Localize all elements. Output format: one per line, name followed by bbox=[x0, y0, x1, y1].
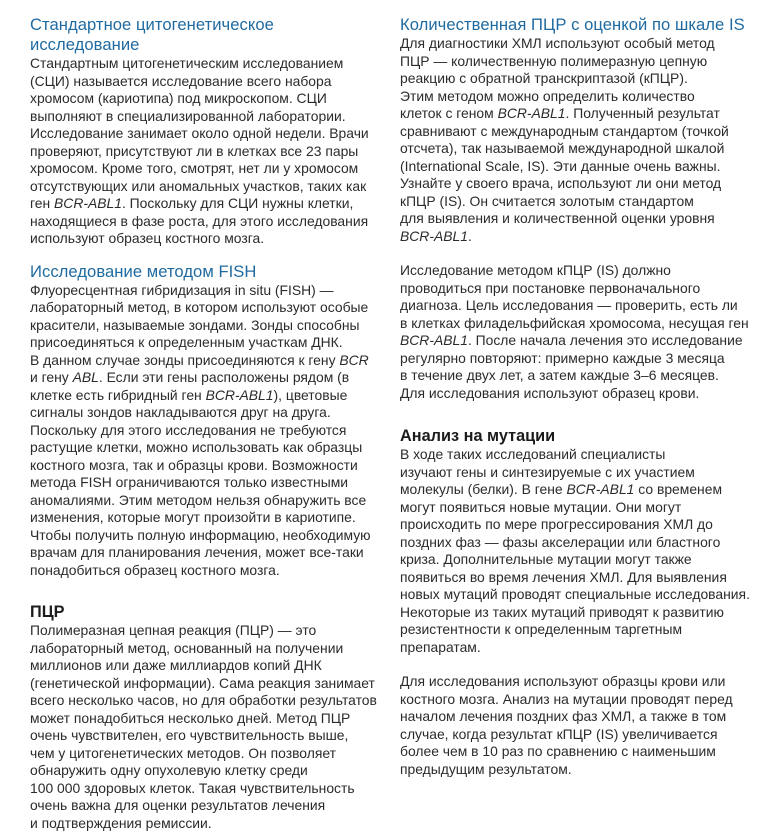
text-line: находящиеся в фазе роста, для этого исследования bbox=[30, 213, 380, 231]
text-line: метода FISH ограничиваются только известными bbox=[30, 474, 380, 492]
heading-cytogenetic: Стандартное цитогенетическое исследование bbox=[30, 15, 380, 55]
text-line: 100 000 здоровых клеток. Такая чувствительность bbox=[30, 780, 380, 798]
text-line: Для исследования используют образец крови. bbox=[400, 385, 755, 403]
text-line bbox=[30, 195, 380, 213]
text-fragment: . bbox=[468, 228, 472, 244]
text-line: началом лечения поздних фаз ХМЛ, а также в том bbox=[400, 708, 755, 726]
section-fish-body bbox=[30, 282, 380, 580]
heading-fish: Исследование методом FISH bbox=[30, 262, 380, 282]
text-line: сигналы зондов накладываются друг на друга. bbox=[30, 404, 380, 422]
text-line: хромосом (кариотипа) под микроскопом. СЦИ bbox=[30, 90, 380, 108]
text-line: Флуоресцентная гибридизация in situ (FISH) — bbox=[30, 282, 380, 300]
text-line: растущие клетки, можно использовать как образцы bbox=[30, 439, 380, 457]
text-line bbox=[400, 228, 755, 246]
text-line: врачам для планирования лечения, может все-таки bbox=[30, 544, 380, 562]
text-line: лабораторный метод, в котором используют особые bbox=[30, 299, 380, 317]
text-line: Узнайте у своего врача, используют ли они метод bbox=[400, 175, 755, 193]
section-pcr-body bbox=[30, 622, 380, 832]
text-line: Некоторые из таких мутаций приводят к развитию bbox=[400, 604, 755, 622]
text-line: костного мозга. Анализ на мутации проводят перед bbox=[400, 691, 755, 709]
text-fragment: . После начала лечения это исследование bbox=[468, 332, 743, 348]
text-line: (International Scale, IS). Эти данные очень важны. bbox=[400, 158, 755, 176]
text-line bbox=[400, 105, 755, 123]
text-line: изменения, которые могут произойти в кариотипе. bbox=[30, 509, 380, 527]
text-fragment: со временем bbox=[634, 481, 722, 497]
text-line: Поскольку для этого исследования не требуются bbox=[30, 422, 380, 440]
text-line: отсчета), так называемой международной шкалой bbox=[400, 140, 755, 158]
text-line: чем у цитогенетических методов. Он позволяет bbox=[30, 745, 380, 763]
text-line: более чем в 10 раз по сравнению с наименьшим bbox=[400, 743, 755, 761]
text-line: резистентности к определенным таргетным bbox=[400, 621, 755, 639]
section-mutation-body-2 bbox=[400, 673, 755, 778]
text-line: всего несколько часов, но для обработки результатов bbox=[30, 692, 380, 710]
heading-mutation: Анализ на мутации bbox=[400, 426, 755, 446]
text-line: выполняют в специализированной лаборатории. bbox=[30, 108, 380, 126]
text-line: в клетках филадельфийская хромосома, несущая ген bbox=[400, 315, 755, 333]
text-line: могут появиться новые мутации. Они могут bbox=[400, 499, 755, 517]
text-line: препаратам. bbox=[400, 639, 755, 657]
text-line: может понадобиться несколько дней. Метод ПЦР bbox=[30, 710, 380, 728]
text-line: красители, называемые зондами. Зонды способны bbox=[30, 317, 380, 335]
text-line: криза. Дополнительные мутации могут также bbox=[400, 551, 755, 569]
text-line: случае, когда результат кПЦР (IS) увеличивается bbox=[400, 726, 755, 744]
text-line: костного мозга, так и образцы крови. Возможности bbox=[30, 457, 380, 475]
left-column bbox=[30, 15, 380, 832]
text-fragment: ген bbox=[30, 195, 54, 211]
gene-name: BCR-ABL1 bbox=[566, 481, 634, 497]
text-line: Чтобы получить полную информацию, необходимую bbox=[30, 527, 380, 545]
text-line: регулярно повторяют: примерно каждые 3 месяца bbox=[400, 350, 755, 368]
text-line: (генетической информации). Сама реакция занимает bbox=[30, 675, 380, 693]
section-mutation-body bbox=[400, 446, 755, 656]
text-line: сравнивают с международным стандартом (точкой bbox=[400, 123, 755, 141]
text-fragment: В данном случае зонды присоединяются к гену bbox=[30, 352, 339, 368]
text-line: Для диагностики ХМЛ используют особый метод bbox=[400, 35, 755, 53]
section-qpcr-body bbox=[400, 35, 755, 245]
text-line: понадобиться образец костного мозга. bbox=[30, 562, 380, 580]
text-line: В ходе таких исследований специалисты bbox=[400, 446, 755, 464]
heading-qpcr: Количественная ПЦР с оценкой по шкале IS bbox=[400, 15, 755, 35]
text-line: происходить по мере прогрессирования ХМЛ до bbox=[400, 516, 755, 534]
text-line: в течение двух лет, а затем каждые 3–6 месяцев. bbox=[400, 367, 755, 385]
text-fragment: ), цветовые bbox=[274, 387, 348, 403]
text-fragment: клеток с геном bbox=[400, 105, 498, 121]
text-fragment: молекулы (белки). В гене bbox=[400, 481, 566, 497]
text-line bbox=[400, 481, 755, 499]
text-line: хромосом. Кроме того, смотрят, нет ли у хромосом bbox=[30, 160, 380, 178]
text-line: очень важна для оценки результатов лечения bbox=[30, 797, 380, 815]
text-line: и подтверждения ремиссии. bbox=[30, 815, 380, 832]
text-fragment: и гену bbox=[30, 369, 73, 385]
text-line: миллионов или даже миллиардов копий ДНК bbox=[30, 657, 380, 675]
gene-name: BCR-ABL1 bbox=[498, 105, 566, 121]
gene-name: BCR bbox=[339, 352, 368, 368]
text-line: Этим методом можно определить количество bbox=[400, 88, 755, 106]
text-fragment: . Полученный результат bbox=[566, 105, 720, 121]
text-line bbox=[30, 352, 380, 370]
text-line: диагноза. Цель исследования — проверить, есть ли bbox=[400, 297, 755, 315]
text-line: ПЦР — количественную полимеразную цепную bbox=[400, 53, 755, 71]
text-line: изучают гены и синтезируемые с их участием bbox=[400, 464, 755, 482]
text-fragment: . Если эти гены расположены рядом (в bbox=[99, 369, 349, 385]
right-column bbox=[400, 15, 755, 778]
text-fragment: клетке есть гибридный ген bbox=[30, 387, 206, 403]
text-line: обнаружить одну опухолевую клетку среди bbox=[30, 762, 380, 780]
gene-name: BCR-ABL1 bbox=[400, 332, 468, 348]
text-line: проверяют, присутствуют ли в клетках все 23 пары bbox=[30, 143, 380, 161]
text-line: для выявления и количественной оценки уровня bbox=[400, 210, 755, 228]
section-cytogenetic-body bbox=[30, 55, 380, 248]
text-line: поздних фаз — фазы акселерации или бластного bbox=[400, 534, 755, 552]
gene-name: BCR-ABL1 bbox=[206, 387, 274, 403]
gene-name: BCR-ABL1 bbox=[400, 228, 468, 244]
text-line: (СЦИ) называется исследование всего набора bbox=[30, 73, 380, 91]
text-line bbox=[30, 387, 380, 405]
text-line: Для исследования используют образцы крови или bbox=[400, 673, 755, 691]
text-line: используют образец костного мозга. bbox=[30, 230, 380, 248]
text-line: лабораторный метод, основанный на получении bbox=[30, 640, 380, 658]
text-line: Исследование занимает около одной недели. Врачи bbox=[30, 125, 380, 143]
text-line: очень чувствителен, его чувствительность выше, bbox=[30, 727, 380, 745]
text-line: кПЦР (IS). Он считается золотым стандартом bbox=[400, 193, 755, 211]
text-line bbox=[400, 332, 755, 350]
text-line: проводиться при постановке первоначального bbox=[400, 280, 755, 298]
text-line: появиться во время лечения ХМЛ. Для выявления bbox=[400, 569, 755, 587]
text-line: присоединяться к определенным участкам ДНК. bbox=[30, 334, 380, 352]
text-line: отсутствующих или аномальных участков, таких как bbox=[30, 178, 380, 196]
text-line: Исследование методом кПЦР (IS) должно bbox=[400, 262, 755, 280]
text-line: Полимеразная цепная реакция (ПЦР) — это bbox=[30, 622, 380, 640]
text-line: реакцию с обратной транскриптазой (кПЦР). bbox=[400, 70, 755, 88]
text-line: новых мутаций проводят специальные исследования. bbox=[400, 586, 755, 604]
text-line: Стандартным цитогенетическим исследованием bbox=[30, 55, 380, 73]
gene-name: BCR-ABL1 bbox=[54, 195, 122, 211]
section-qpcr-body-2 bbox=[400, 262, 755, 402]
text-line: предыдущим результатом. bbox=[400, 761, 755, 779]
text-fragment: . Поскольку для СЦИ нужны клетки, bbox=[122, 195, 353, 211]
text-line bbox=[30, 369, 380, 387]
text-line: аномалиями. Этим методом нельзя обнаружить все bbox=[30, 492, 380, 510]
gene-name: ABL bbox=[73, 369, 99, 385]
heading-pcr: ПЦР bbox=[30, 602, 380, 622]
